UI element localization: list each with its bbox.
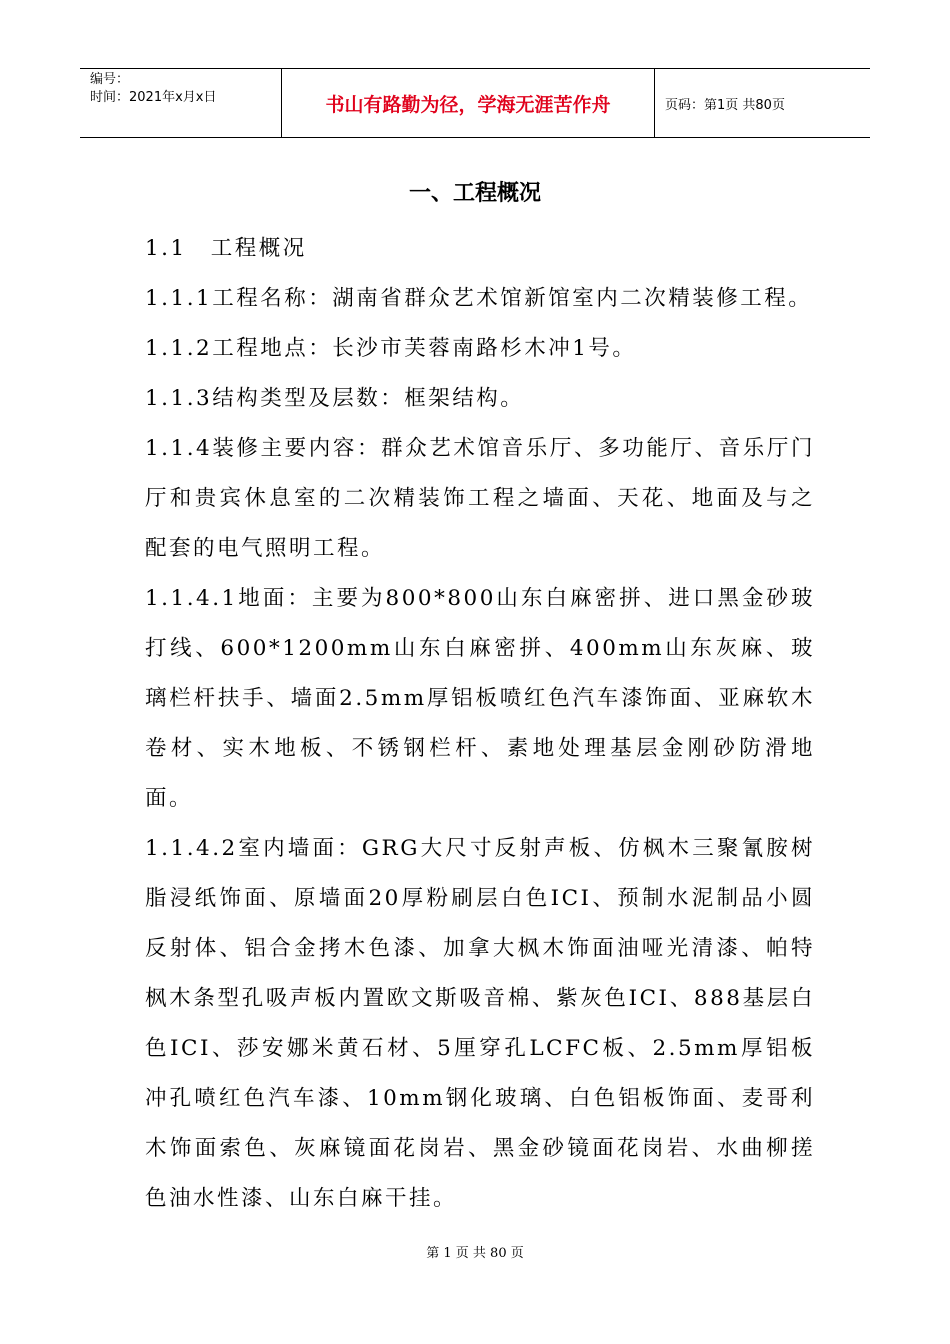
paragraph-1-1-4-2: 1.1.4.2室内墙面：GRG大尺寸反射声板、仿枫木三聚氰胺树脂浸纸饰面、原墙面20厚粉刷层白色ICI、预制水泥制品小圆反射体、铝合金拷木色漆、加拿大枫木饰面油哑光清漆、帕特枫木条型孔吸声板内置欧文斯吸音棉、紫灰色ICI、888基层白色ICI、莎安娜米黄石材、5厘穿孔LCFC板、2.5mm厚铝板冲孔喷红色汽车漆、10mm钢化玻璃、白色铝板饰面、麦哥利木饰面索色、灰麻镜面花岗岩、黑金砂镜面花岗岩、水曲柳搓色油水性漆、山东白麻干挂。 [145, 836, 815, 1211]
paragraph-1-1-1: 1.1.1工程名称：湖南省群众艺术馆新馆室内二次精装修工程。 [145, 286, 813, 311]
paragraph-1-1-4-1: 1.1.4.1地面：主要为800*800山东白麻密拼、进口黑金砂玻打线、600*1200mm山东白麻密拼、400mm山东灰麻、玻璃栏杆扶手、墙面2.5mm厚铝板喷红色汽车漆饰面、亚麻软木卷材、实木地板、不锈钢栏杆、素地处理基层金刚砂防滑地面。 [145, 586, 815, 811]
page-header [80, 68, 870, 138]
paragraph-1-1-4: 1.1.4装修主要内容：群众艺术馆音乐厅、多功能厅、音乐厅门厅和贵宾休息室的二次精装饰工程之墙面、天花、地面及与之配套的电气照明工程。 [145, 436, 815, 561]
paragraph-1-1-3: 1.1.3结构类型及层数：框架结构。 [145, 386, 525, 411]
document-time-label: 时间：2021年x月x日 [90, 90, 217, 105]
document-number-label: 编号： [90, 72, 130, 87]
header-meta [80, 69, 282, 137]
paragraph-1-1: 1.1 工程概况 [145, 236, 307, 261]
header-motto: 书山有路勤为径，学海无涯苦作舟 [282, 69, 655, 137]
header-page-info: 页码：第1页 共80页 [665, 97, 785, 113]
document-title: 一、工程概况 [408, 181, 541, 206]
paragraph-1-1-2: 1.1.2工程地点：长沙市芙蓉南路杉木冲1号。 [145, 336, 637, 361]
page-footer: 第 1 页 共 80 页 [426, 1246, 524, 1261]
document-body [145, 224, 815, 1224]
